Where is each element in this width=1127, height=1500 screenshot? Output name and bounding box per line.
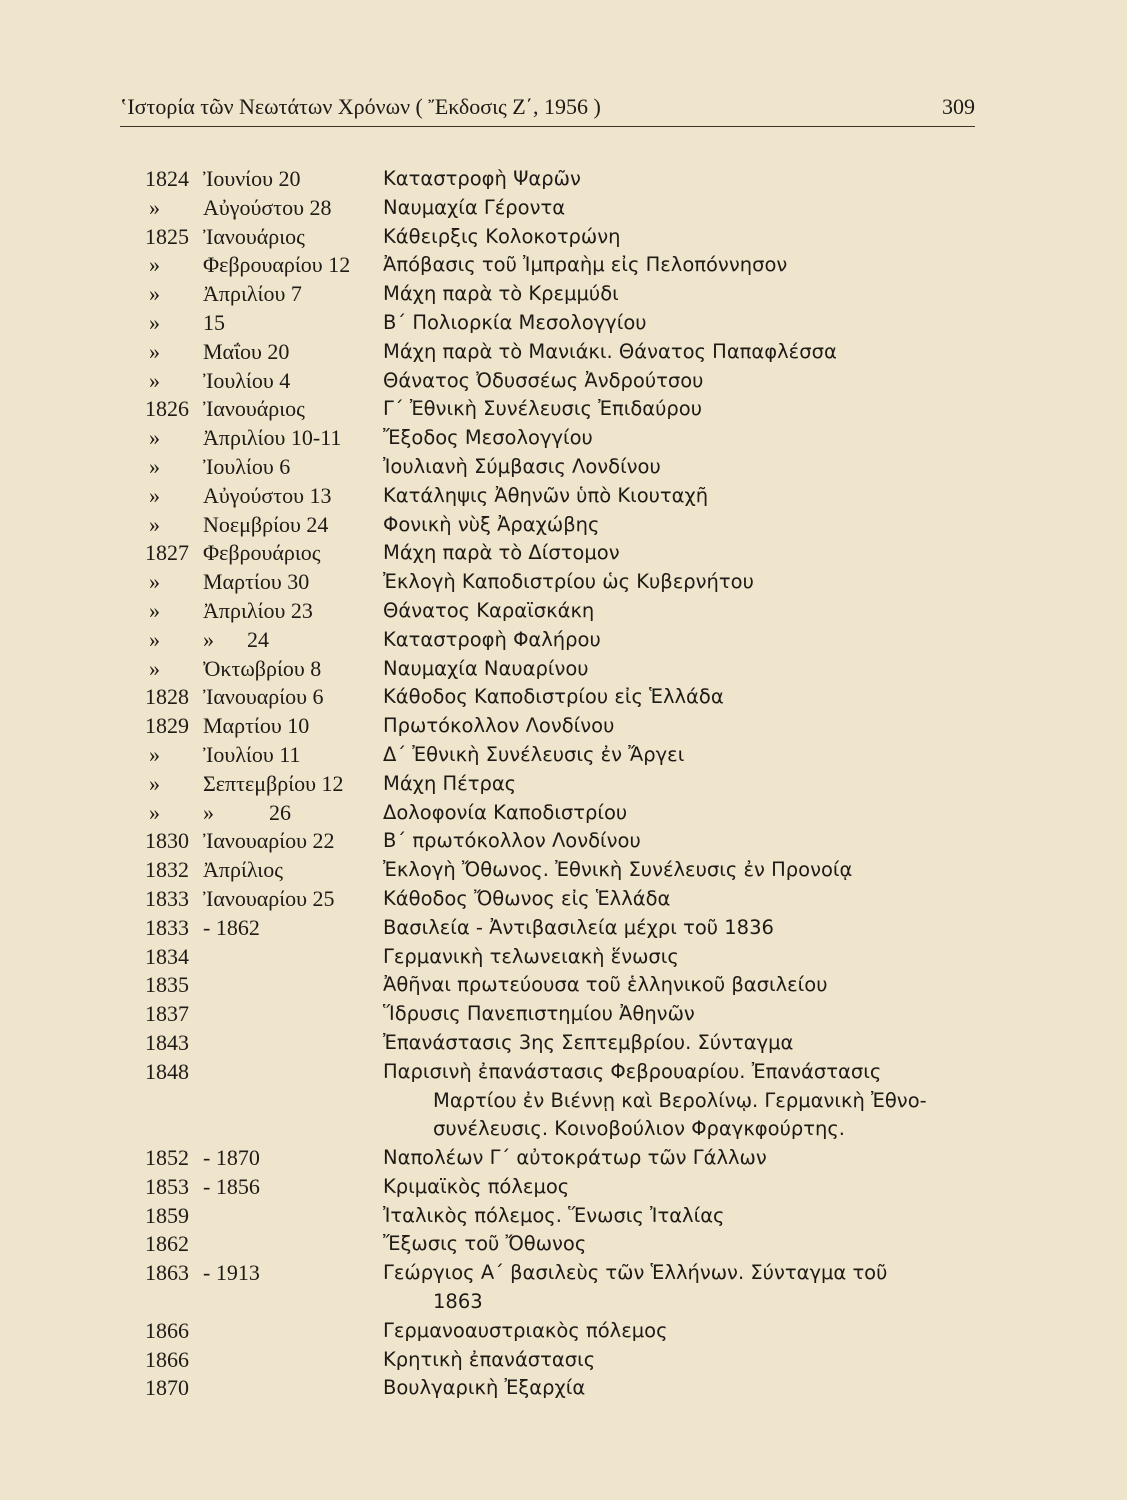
month-day: Ἰανουαρίου 6: [203, 684, 324, 710]
year: »: [149, 367, 160, 393]
month-day: - 1913: [203, 1260, 260, 1286]
date-cell: [145, 309, 383, 338]
year: 1870: [145, 1375, 189, 1401]
chronology-row: [145, 1173, 1005, 1202]
month-day: Ἰανουάριος: [203, 396, 305, 422]
event-text: Βουλγαρικὴ Ἐξαρχία: [383, 1376, 586, 1400]
chronology-row: [145, 655, 1005, 684]
event-text: Ἐπανάστασις 3ης Σεπτεμβρίου. Σύνταγμα: [383, 1030, 794, 1054]
chronology-row: [145, 338, 1005, 367]
chronology-row: [145, 827, 1005, 856]
event-text: Β΄ Πολιορκία Μεσολογγίου: [383, 310, 647, 334]
date-cell: [145, 1058, 383, 1087]
chronology-row: [145, 1144, 1005, 1173]
month-day: Ἀπρίλιος: [203, 857, 283, 883]
chronology-row: [145, 856, 1005, 885]
date-cell: [145, 424, 383, 453]
year: 1827: [145, 540, 189, 566]
date-cell: [145, 1029, 383, 1058]
event-text: Δ΄ Ἐθνικὴ Συνέλευσις ἐν Ἄργει: [383, 742, 685, 766]
year: 1862: [145, 1231, 189, 1257]
date-cell: [145, 280, 383, 309]
chronology-row: [145, 799, 1005, 828]
event-text: Πρωτόκολλον Λονδίνου: [383, 714, 615, 738]
event-text: Ἔξοδος Μεσολογγίου: [383, 426, 593, 450]
chronology-row: [145, 597, 1005, 626]
date-cell: [145, 799, 383, 828]
date-cell: [145, 482, 383, 511]
year: »: [149, 453, 160, 479]
event-text: Μάχη παρὰ τὸ Δίστομον: [383, 541, 620, 565]
date-cell: [145, 1000, 383, 1029]
chronology-table: [145, 165, 1005, 1403]
year: 1832: [145, 857, 189, 883]
date-cell: [145, 223, 383, 252]
event-text: Ναυμαχία Γέροντα: [383, 195, 566, 219]
event-text: Ναυμαχία Ναυαρίνου: [383, 656, 589, 680]
event-text: Καταστροφὴ Φαλήρου: [383, 627, 601, 651]
year: 1833: [145, 914, 189, 940]
month-day: Ἰανουαρίου 22: [203, 828, 335, 854]
chronology-row: [145, 1230, 1005, 1259]
year: 1853: [145, 1173, 189, 1199]
month-day: Φεβρουαρίου 12: [203, 252, 351, 278]
running-header: [120, 94, 975, 120]
chronology-row: [145, 367, 1005, 396]
year: »: [149, 569, 160, 595]
month-day: - 1856: [203, 1173, 260, 1199]
month-day: Ἰουλίου 11: [203, 741, 301, 767]
chronology-row: [145, 626, 1005, 655]
event-continuation: Μαρτίου ἐν Βιέννῃ καὶ Βερολίνῳ. Γερμανικὴ Ἐθνο-: [433, 1088, 927, 1112]
event-continuation: 1863: [433, 1290, 483, 1314]
chronology-row: [145, 1346, 1005, 1375]
event-text: Κάθοδος Καποδιστρίου εἰς Ἑλλάδα: [383, 685, 724, 709]
month-day: Ἰουλίου 6: [203, 453, 291, 479]
chronology-row: [145, 223, 1005, 252]
chronology-row: [145, 885, 1005, 914]
month-day: Ἀπριλίου 7: [203, 281, 302, 307]
month-day: Αὐγούστου 13: [203, 482, 332, 508]
chronology-row: [145, 309, 1005, 338]
chronology-row: [145, 165, 1005, 194]
chronology-row: [145, 1000, 1005, 1029]
year: 1830: [145, 828, 189, 854]
event-text: Παρισινὴ ἐπανάστασις Φεβρουαρίου. Ἐπανάστασις: [383, 1059, 882, 1083]
date-cell: [145, 1259, 383, 1288]
date-cell: [145, 1317, 383, 1346]
event-text: Κριμαϊκὸς πόλεμος: [383, 1174, 570, 1198]
event-text: Κατάληψις Ἀθηνῶν ὑπὸ Κιουταχῆ: [383, 483, 709, 507]
year: 1866: [145, 1317, 189, 1343]
year: »: [149, 626, 160, 652]
chronology-row: [145, 511, 1005, 540]
year: 1852: [145, 1145, 189, 1171]
chronology-row: [145, 1317, 1005, 1346]
header-rule: [120, 126, 975, 127]
event-text: Δολοφονία Καποδιστρίου: [383, 800, 628, 824]
event-text: Ἰουλιανὴ Σύμβασις Λονδίνου: [383, 454, 661, 478]
chronology-row: [145, 1058, 1005, 1087]
chronology-row: [145, 251, 1005, 280]
year: 1835: [145, 972, 189, 998]
year: »: [149, 770, 160, 796]
date-cell: [145, 1202, 383, 1231]
year: »: [149, 741, 160, 767]
month-day: Μαρτίου 10: [203, 713, 310, 739]
date-cell: [145, 914, 383, 943]
date-cell: [145, 367, 383, 396]
event-text: Ἰταλικὸς πόλεμος. Ἕνωσις Ἰταλίας: [383, 1203, 725, 1227]
year: 1829: [145, 713, 189, 739]
event-text: Κάθοδος Ὄθωνος εἰς Ἑλλάδα: [383, 886, 671, 910]
chronology-row: [145, 1374, 1005, 1403]
chronology-row: [145, 683, 1005, 712]
date-cell: [145, 683, 383, 712]
date-cell: [145, 943, 383, 972]
chronology-row: [145, 712, 1005, 741]
chronology-row-continuation: [145, 1288, 1005, 1317]
event-text: Θάνατος Ὀδυσσέως Ἀνδρούτσου: [383, 368, 704, 392]
year: 1837: [145, 1001, 189, 1027]
date-cell: [145, 539, 383, 568]
event-text: Μάχη παρὰ τὸ Κρεμμύδι: [383, 282, 619, 306]
event-text: Ἐκλογὴ Ὄθωνος. Ἐθνικὴ Συνέλευσις ἐν Προνοίᾳ: [383, 858, 853, 882]
month-day: Ἰανουαρίου 25: [203, 885, 335, 911]
year: »: [149, 799, 160, 825]
year: »: [149, 252, 160, 278]
chronology-row: [145, 943, 1005, 972]
date-cell: [145, 827, 383, 856]
month-day: Νοεμβρίου 24: [203, 511, 329, 537]
event-text: Ἵδρυσις Πανεπιστημίου Ἀθηνῶν: [383, 1002, 695, 1026]
date-cell: [145, 1230, 383, 1259]
event-text: Ἀθῆναι πρωτεύουσα τοῦ ἑλληνικοῦ βασιλείου: [383, 973, 828, 997]
year: »: [149, 655, 160, 681]
date-cell: [145, 251, 383, 280]
year: 1826: [145, 396, 189, 422]
event-text: Βασιλεία - Ἀντιβασιλεία μέχρι τοῦ 1836: [383, 915, 774, 939]
date-cell: [145, 165, 383, 194]
month-day: Ἀπριλίου 23: [203, 597, 313, 623]
date-cell: [145, 885, 383, 914]
chronology-row: [145, 1202, 1005, 1231]
month-day: Ἰανουάριος: [203, 223, 305, 249]
event-text: Γερμανοαυστριακὸς πόλεμος: [383, 1318, 668, 1342]
event-text: Ἀπόβασις τοῦ Ἰμπραὴμ εἰς Πελοπόννησον: [383, 253, 788, 277]
month-day: Αὐγούστου 28: [203, 194, 332, 220]
event-continuation: συνέλευσις. Κοινοβούλιον Φραγκφούρτης.: [433, 1117, 846, 1141]
date-cell: [145, 971, 383, 1000]
year: »: [149, 482, 160, 508]
chronology-row: [145, 453, 1005, 482]
date-cell: [145, 597, 383, 626]
chronology-row: [145, 770, 1005, 799]
month-day: Φεβρουάριος: [203, 540, 321, 566]
date-cell: [145, 741, 383, 770]
month-day: Ἰουνίου 20: [203, 166, 301, 191]
month-day: Μαΐου 20: [203, 338, 290, 364]
month-day: Μαρτίου 30: [203, 569, 310, 595]
chronology-row: [145, 280, 1005, 309]
event-text: Μάχη Πέτρας: [383, 771, 517, 795]
chronology-row: [145, 395, 1005, 424]
month-day: Ἰουλίου 4: [203, 367, 291, 393]
event-text: Γεώργιος Α΄ βασιλεὺς τῶν Ἑλλήνων. Σύνταγμα τοῦ: [383, 1261, 888, 1285]
month-day: » 26: [203, 799, 291, 825]
year: »: [149, 281, 160, 307]
date-cell: [145, 453, 383, 482]
date-cell: [145, 655, 383, 684]
year: 1848: [145, 1058, 189, 1084]
year: »: [149, 597, 160, 623]
year: »: [149, 194, 160, 220]
month-day: Ὀκτωβρίου 8: [203, 655, 322, 681]
date-cell: [145, 194, 383, 223]
event-text: Β΄ πρωτόκολλον Λονδίνου: [383, 829, 641, 853]
year: 1843: [145, 1029, 189, 1055]
year: 1863: [145, 1260, 189, 1286]
header-title: ʽΙστορία τῶν Νεωτάτων Χρόνων ( Ἔκδοσις Ζ΄, 1956 ): [120, 94, 601, 119]
chronology-row: [145, 568, 1005, 597]
chronology-row: [145, 1259, 1005, 1288]
event-text: Θάνατος Καραϊσκάκη: [383, 598, 595, 622]
month-day: - 1862: [203, 914, 260, 940]
month-day: 15: [203, 309, 225, 335]
month-day: » 24: [203, 626, 269, 652]
date-cell: [145, 395, 383, 424]
chronology-row: [145, 539, 1005, 568]
year: 1859: [145, 1202, 189, 1228]
date-cell: [145, 770, 383, 799]
year: »: [149, 309, 160, 335]
date-cell: [145, 712, 383, 741]
page-number: 309: [942, 94, 975, 119]
event-text: Γερμανικὴ τελωνειακὴ ἕνωσις: [383, 944, 679, 968]
year: »: [149, 425, 160, 451]
chronology-row-continuation: [145, 1087, 1005, 1116]
year: »: [149, 511, 160, 537]
date-cell: [145, 1346, 383, 1375]
event-text: Κάθειρξις Κολοκοτρώνη: [383, 224, 621, 248]
event-text: Μάχη παρὰ τὸ Μανιάκι. Θάνατος Παπαφλέσσα: [383, 339, 837, 363]
date-cell: [145, 568, 383, 597]
month-day: - 1870: [203, 1145, 260, 1171]
event-text: Ναπολέων Γ΄ αὐτοκράτωρ τῶν Γάλλων: [383, 1146, 767, 1170]
year: 1828: [145, 684, 189, 710]
date-cell: [145, 856, 383, 885]
date-cell: [145, 1173, 383, 1202]
year: 1824: [145, 166, 189, 191]
year: 1834: [145, 943, 189, 969]
date-cell: [145, 511, 383, 540]
date-cell: [145, 626, 383, 655]
chronology-row: [145, 482, 1005, 511]
year: 1825: [145, 223, 189, 249]
month-day: Ἀπριλίου 10-11: [203, 425, 342, 451]
date-cell: [145, 1374, 383, 1403]
chronology-row: [145, 194, 1005, 223]
year: 1866: [145, 1346, 189, 1372]
chronology-row: [145, 1029, 1005, 1058]
date-cell: [145, 338, 383, 367]
chronology-row-continuation: [145, 1115, 1005, 1144]
chronology-row: [145, 971, 1005, 1000]
event-text: Ἔξωσις τοῦ Ὄθωνος: [383, 1232, 587, 1256]
year: 1833: [145, 885, 189, 911]
date-cell: [145, 1144, 383, 1173]
event-text: Γ΄ Ἐθνικὴ Συνέλευσις Ἐπιδαύρου: [383, 397, 703, 421]
event-text: Καταστροφὴ Ψαρῶν: [383, 167, 581, 190]
chronology-row: [145, 424, 1005, 453]
event-text: Κρητικὴ ἐπανάστασις: [383, 1347, 596, 1371]
chronology-row: [145, 741, 1005, 770]
chronology-row: [145, 914, 1005, 943]
event-text: Φονικὴ νὺξ Ἀραχώβης: [383, 512, 600, 536]
year: »: [149, 338, 160, 364]
month-day: Σεπτεμβρίου 12: [203, 770, 344, 796]
event-text: Ἐκλογὴ Καποδιστρίου ὡς Κυβερνήτου: [383, 570, 754, 594]
